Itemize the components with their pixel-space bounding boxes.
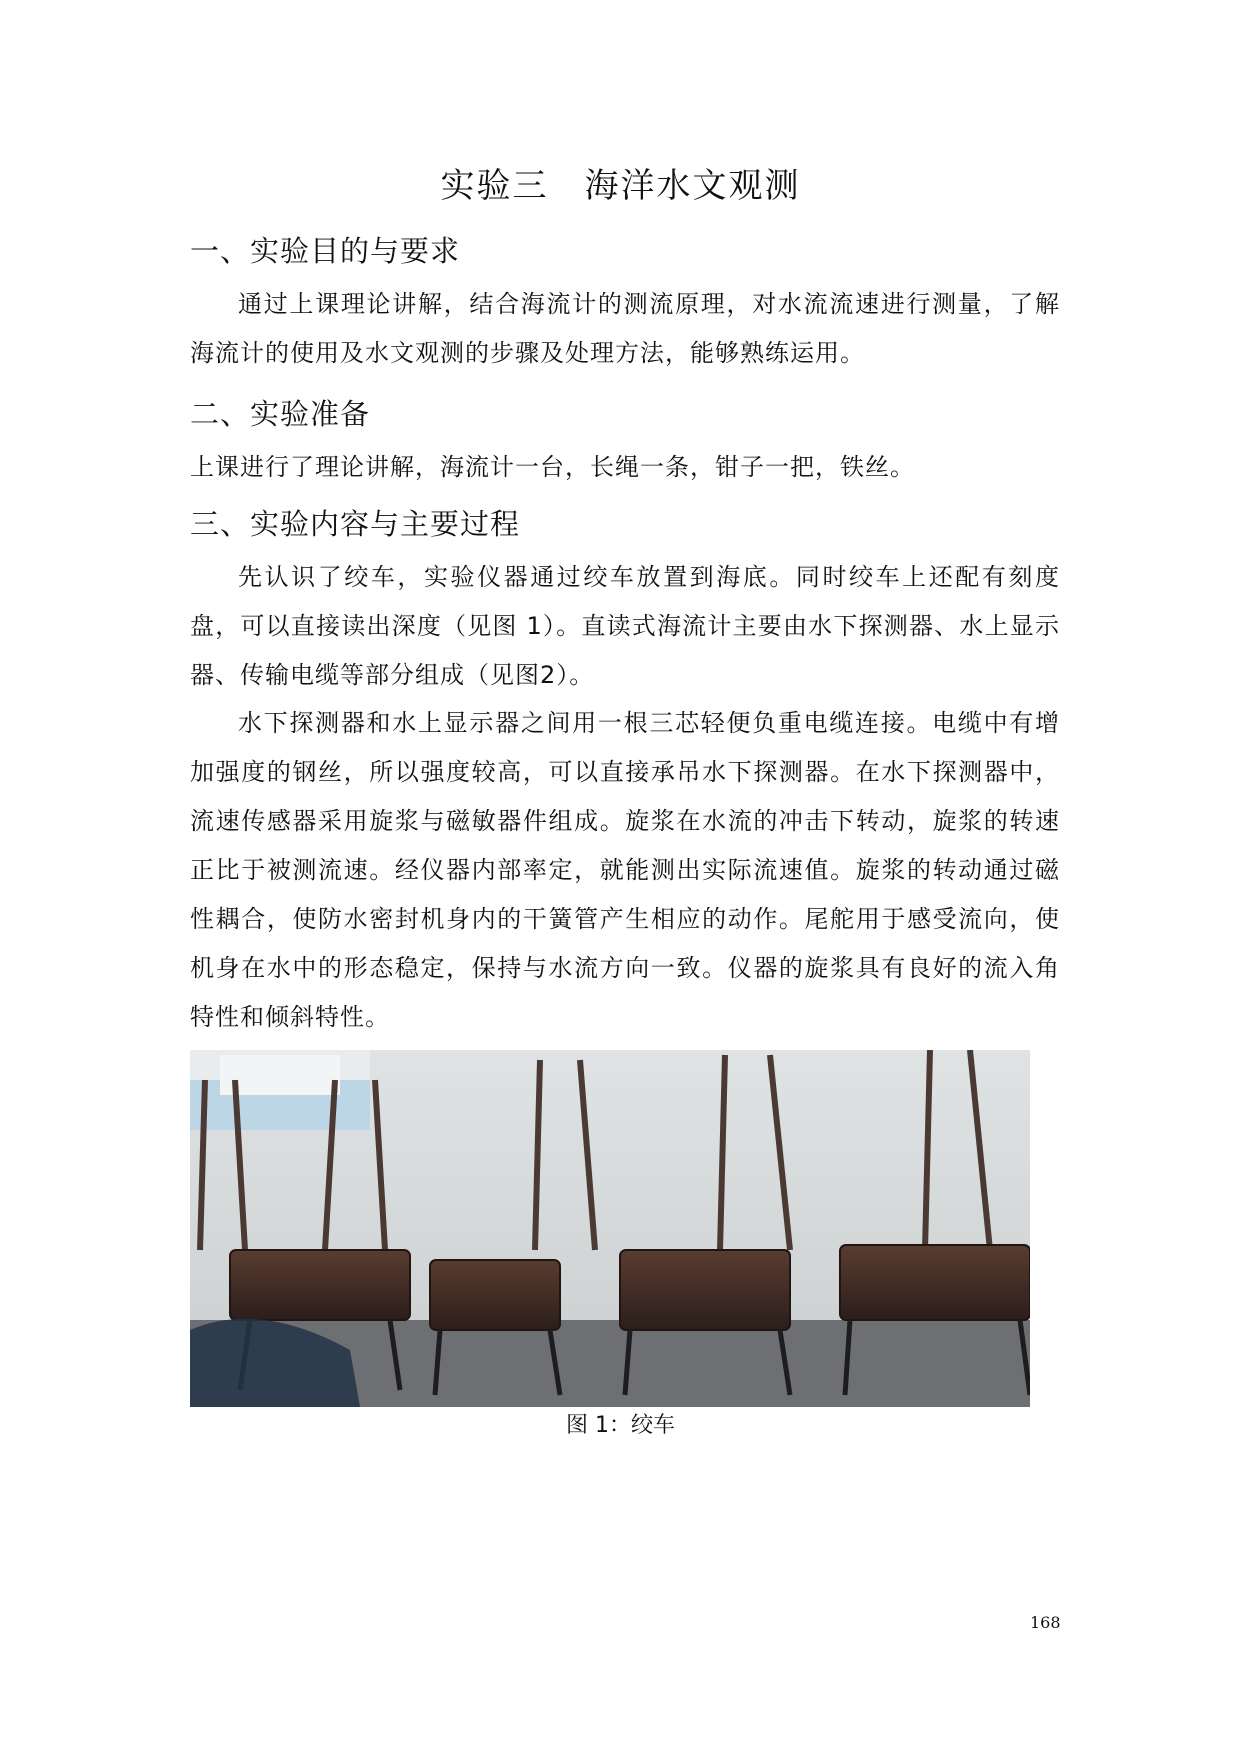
section-heading-objectives: 一、实验目的与要求 (190, 234, 461, 268)
winch-photo (190, 1050, 1030, 1407)
paragraph-objectives: 通过上课理论讲解，结合海流计的测流原理，对水流流速进行测量，了解海流计的使用及水文观测的步骤及处理方法，能够熟练运用。 (190, 290, 1060, 367)
page-title: 实验三 海洋水文观测 (440, 166, 801, 206)
paragraph-process-1: 先认识了绞车，实验仪器通过绞车放置到海底。同时绞车上还配有刻度盘，可以直接读出深度（见图 1）。直读式海流计主要由水下探测器、水上显示器、传输电缆等部分组成（见图2）。 (190, 563, 1060, 689)
paragraph-process-2: 水下探测器和水上显示器之间用一根三芯轻便负重电缆连接。电缆中有增加强度的钢丝，所以强度较高，可以直接承吊水下探测器。在水下探测器中，流速传感器采用旋浆与磁敏器件组成。旋浆在水流的冲击下转动，旋浆的转速正比于被测流速。经仪器内部率定，就能测出实际流速值。旋浆的转动通过磁性耦合，使防水密封机身内的干簧管产生相应的动作。尾舵用于感受流向，使机身在水中的形态稳定，保持与水流方向一致。仪器的旋浆具有良好的流入角特性和倾斜特性。 (190, 709, 1060, 1031)
paragraph-preparation: 上课进行了理论讲解，海流计一台，长绳一条，钳子一把，铁丝。 (190, 453, 915, 481)
figure-caption: 图 1：绞车 (566, 1413, 675, 1438)
section-heading-preparation: 二、实验准备 (190, 397, 371, 431)
section-heading-process: 三、实验内容与主要过程 (190, 507, 521, 541)
page-number: 168 (1030, 1613, 1061, 1632)
